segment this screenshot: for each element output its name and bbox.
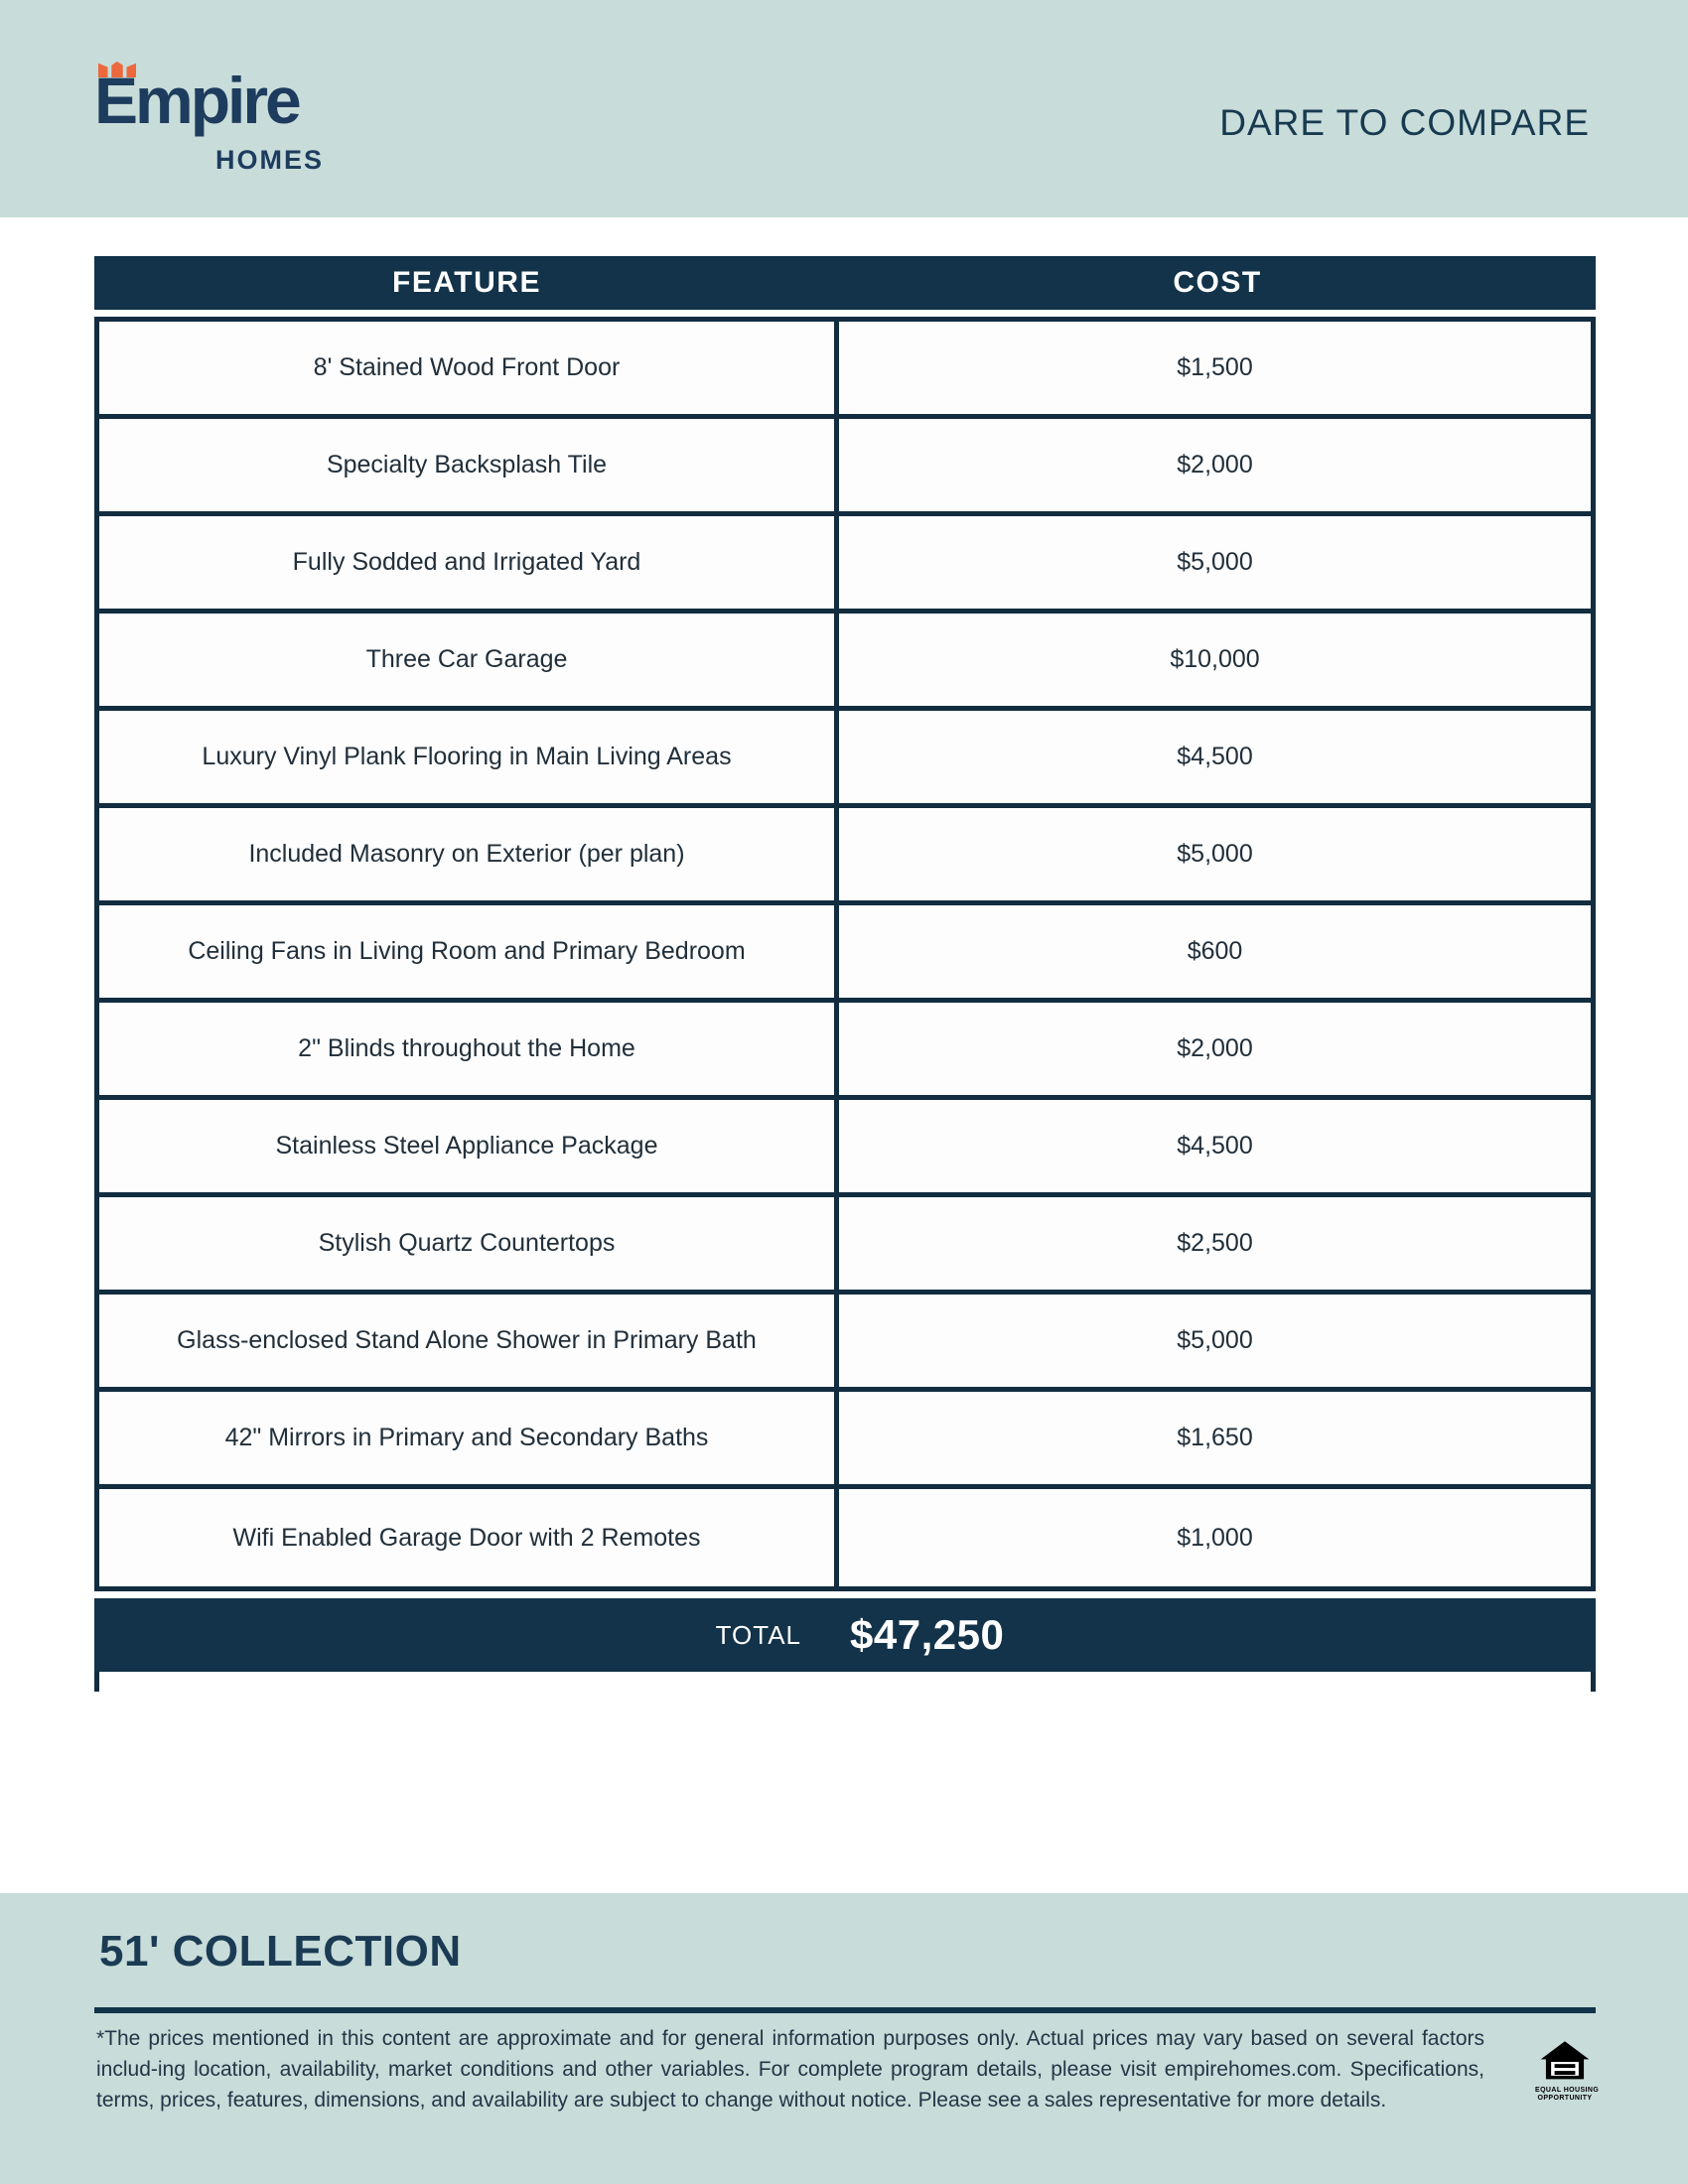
feature-cell: Luxury Vinyl Plank Flooring in Main Living Areas xyxy=(202,743,732,770)
cost-cell: $2,500 xyxy=(1177,1229,1253,1257)
cost-cell: $1,000 xyxy=(1177,1523,1253,1552)
cost-cell: $5,000 xyxy=(1177,1326,1253,1354)
cost-cell: $1,500 xyxy=(1177,353,1253,381)
feature-cell: Ceiling Fans in Living Room and Primary Bedroom xyxy=(188,937,746,965)
cost-cell: $5,000 xyxy=(1177,548,1253,576)
feature-cell: Specialty Backsplash Tile xyxy=(326,451,608,478)
column-header-feature: FEATURE xyxy=(392,266,541,299)
table-stub-row xyxy=(94,1672,1596,1692)
table-row xyxy=(99,1489,1591,1586)
table-row xyxy=(99,711,1591,808)
total-label: TOTAL xyxy=(715,1619,801,1650)
footer-divider xyxy=(94,2007,1596,2013)
table-row xyxy=(99,1100,1591,1197)
brand-subtitle: HOMES xyxy=(215,145,325,175)
feature-cell: Stainless Steel Appliance Package xyxy=(275,1132,658,1160)
table-row xyxy=(99,516,1591,614)
brand-name: Empire xyxy=(94,64,299,137)
table-row xyxy=(99,1197,1591,1295)
eho-caption-line1: EQUAL HOUSING xyxy=(1535,2087,1600,2094)
cost-cell: $10,000 xyxy=(1170,645,1260,673)
feature-cell: Wifi Enabled Garage Door with 2 Remotes xyxy=(232,1523,701,1552)
table-header-row xyxy=(94,256,1596,310)
feature-cell: Stylish Quartz Countertops xyxy=(318,1229,616,1257)
comparison-table xyxy=(94,256,1596,1692)
column-header-cost: COST xyxy=(1173,266,1262,299)
cost-cell: $4,500 xyxy=(1177,1132,1253,1160)
eho-caption-line2: OPPORTUNITY xyxy=(1537,2095,1593,2102)
feature-cell: 2" Blinds throughout the Home xyxy=(298,1034,635,1062)
empire-homes-logo xyxy=(94,52,352,181)
feature-cell: 42" Mirrors in Primary and Secondary Baths xyxy=(224,1424,709,1451)
collection-title: 51' COLLECTION xyxy=(99,1927,462,1976)
table-row xyxy=(99,1295,1591,1392)
cost-cell: $2,000 xyxy=(1177,451,1253,478)
total-row xyxy=(94,1598,1596,1672)
table-row xyxy=(99,1392,1591,1489)
cost-cell: $600 xyxy=(1187,937,1243,965)
feature-cell: 8' Stained Wood Front Door xyxy=(313,353,621,381)
cost-cell: $4,500 xyxy=(1177,743,1253,770)
eho-caption xyxy=(1535,2087,1600,2103)
table-row xyxy=(99,419,1591,516)
table-body xyxy=(94,317,1596,1591)
cost-cell: $2,000 xyxy=(1177,1034,1253,1062)
feature-cell: Fully Sodded and Irrigated Yard xyxy=(292,548,641,576)
table-row xyxy=(99,614,1591,711)
total-value: $47,250 xyxy=(850,1611,1005,1658)
tagline: DARE TO COMPARE xyxy=(1219,102,1590,143)
cost-cell: $1,650 xyxy=(1177,1424,1253,1451)
disclaimer-text: *The prices mentioned in this content are approximate and for general information purposes only. Actual prices may vary based on several factors includ-ing location, availability, market conditions and other variables. For complete program details, please visit empirehomes.com. Specifications, terms, prices, features, dimensions, and availability are subject to change without notice. Please see a sales representative for more details. xyxy=(96,2027,1484,2112)
cost-cell: $5,000 xyxy=(1177,840,1253,868)
header-band xyxy=(0,0,1688,217)
feature-cell: Three Car Garage xyxy=(365,645,568,673)
table-row xyxy=(99,1003,1591,1100)
table-row xyxy=(99,808,1591,905)
feature-cell: Glass-enclosed Stand Alone Shower in Primary Bath xyxy=(177,1326,757,1354)
equal-housing-opportunity-logo xyxy=(1535,2039,1600,2103)
table-row xyxy=(99,322,1591,419)
feature-cell: Included Masonry on Exterior (per plan) xyxy=(248,840,685,868)
table-row xyxy=(99,905,1591,1003)
equal-housing-house-icon xyxy=(1539,2039,1591,2085)
